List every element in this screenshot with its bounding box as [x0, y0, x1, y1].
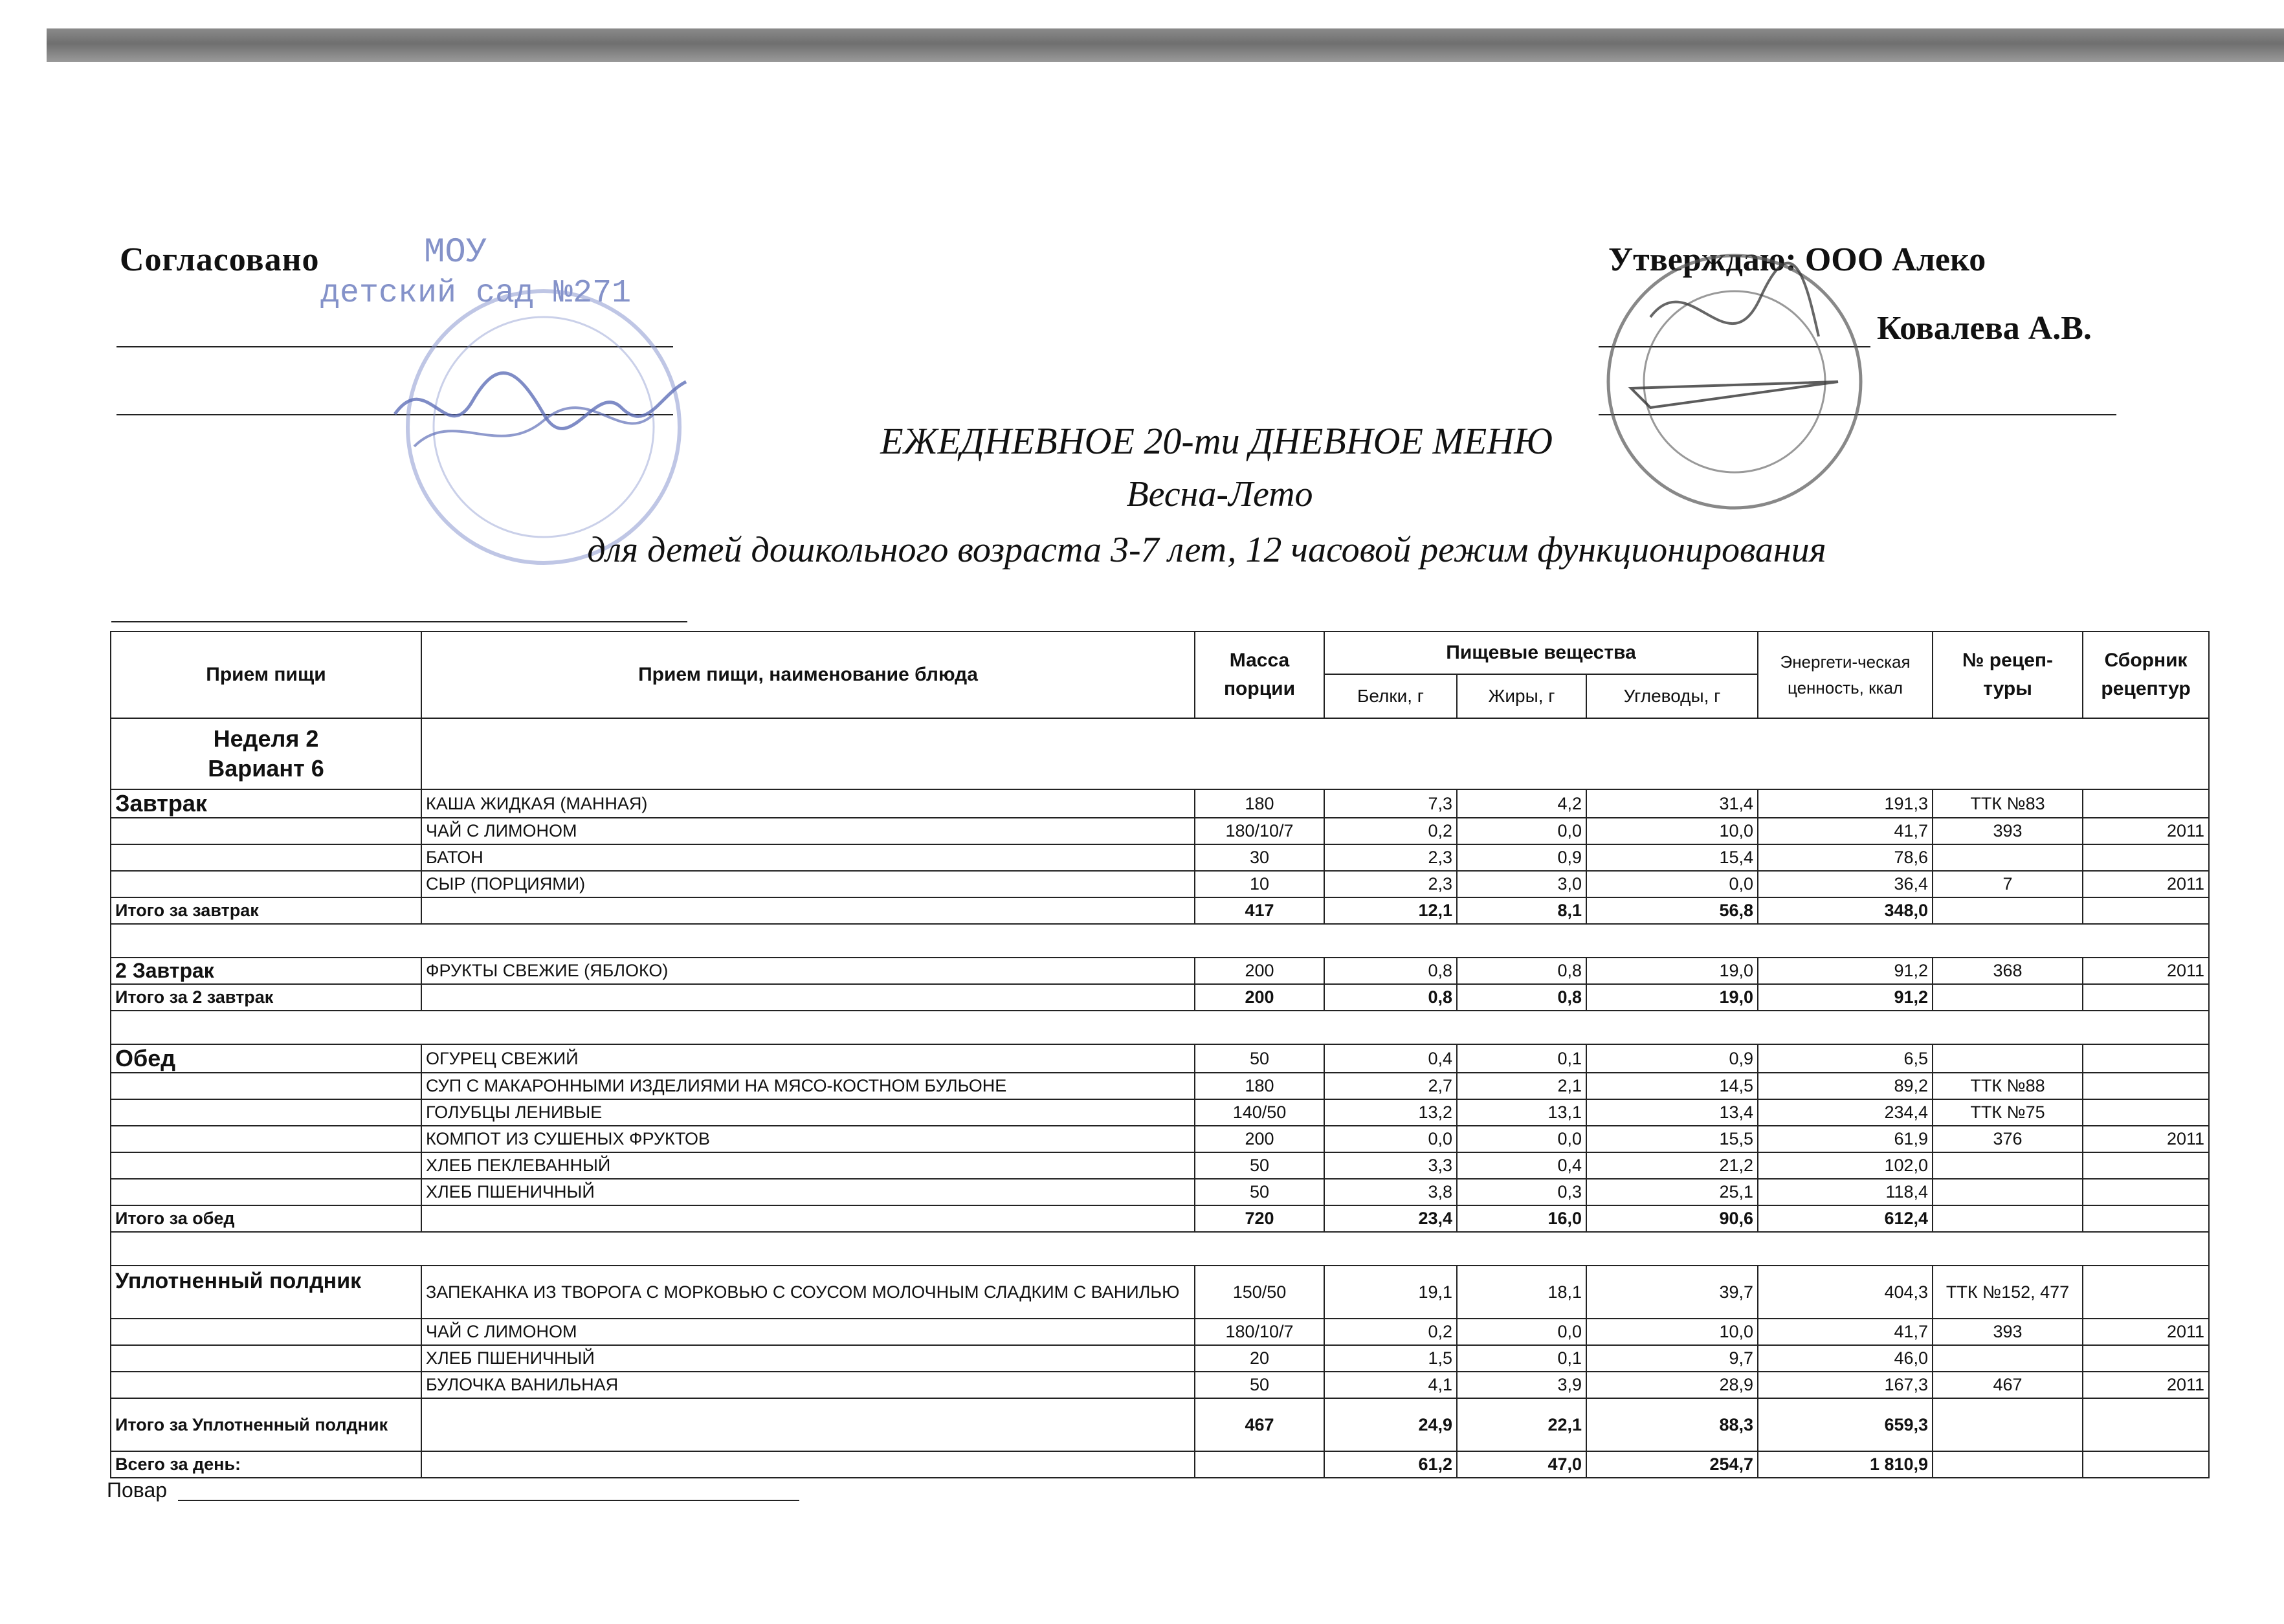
- header-collection: [2083, 631, 2209, 718]
- energy-cell: 102,0: [1758, 1152, 1933, 1179]
- total-energy: 659,3: [1758, 1398, 1933, 1451]
- mass-cell: 50: [1195, 1152, 1324, 1179]
- total-empty: [421, 1398, 1195, 1451]
- energy-cell: 6,5: [1758, 1044, 1933, 1073]
- collection-cell: [2083, 1179, 2209, 1205]
- recipe-cell: [1933, 1345, 2083, 1372]
- protein-cell: 0,2: [1324, 818, 1457, 844]
- menu-season: Весна-Лето: [1126, 474, 1313, 514]
- week-label: Неделя 2: [213, 725, 319, 752]
- header-energy-2: ценность, ккал: [1787, 678, 1903, 697]
- total-fat: 22,1: [1457, 1398, 1586, 1451]
- carbs-cell: 31,4: [1586, 789, 1758, 818]
- dish-cell: СЫР (ПОРЦИЯМИ): [421, 871, 1195, 897]
- table-row: [111, 871, 2209, 897]
- total-row-breakfast2: [111, 984, 2209, 1011]
- recipe-cell: 467: [1933, 1372, 2083, 1398]
- meal-label-snack: Уплотненный полдник: [111, 1266, 421, 1319]
- total-energy: 348,0: [1758, 897, 1933, 924]
- total-recipe: [1933, 984, 2083, 1011]
- collection-cell: [2083, 789, 2209, 818]
- header-recipe: [1933, 631, 2083, 718]
- mass-cell: 180/10/7: [1195, 818, 1324, 844]
- carbs-cell: 14,5: [1586, 1073, 1758, 1099]
- meal-label-lunch: Обед: [111, 1044, 421, 1073]
- fat-cell: 18,1: [1457, 1266, 1586, 1319]
- protein-cell: 13,2: [1324, 1099, 1457, 1126]
- total-collection: [2083, 1205, 2209, 1232]
- day-total-label: Всего за день:: [111, 1451, 421, 1478]
- energy-cell: 234,4: [1758, 1099, 1933, 1126]
- mass-cell: 180: [1195, 1073, 1324, 1099]
- table-row: [111, 1126, 2209, 1152]
- week-row: [111, 718, 2209, 789]
- meal-cell: [111, 1372, 421, 1398]
- menu-title: ЕЖЕДНЕВНОЕ 20-ти ДНЕВНОЕ МЕНЮ: [880, 420, 1553, 462]
- meal-cell: [111, 1345, 421, 1372]
- carbs-cell: 9,7: [1586, 1345, 1758, 1372]
- table-row: [111, 1319, 2209, 1345]
- table-row: [111, 1266, 2209, 1319]
- day-total-carbs: 254,7: [1586, 1451, 1758, 1478]
- dish-cell: БАТОН: [421, 844, 1195, 871]
- day-total-row: [111, 1451, 2209, 1478]
- table-row: [111, 1044, 2209, 1073]
- collection-cell: 2011: [2083, 871, 2209, 897]
- mass-cell: 10: [1195, 871, 1324, 897]
- total-carbs: 90,6: [1586, 1205, 1758, 1232]
- table-row: [111, 1152, 2209, 1179]
- carbs-cell: 0,9: [1586, 1044, 1758, 1073]
- carbs-cell: 10,0: [1586, 1319, 1758, 1345]
- meal-label-breakfast: Завтрак: [111, 789, 421, 818]
- agreed-label: Согласовано: [120, 241, 320, 278]
- header-mass: [1195, 631, 1324, 718]
- recipe-cell: ТТК №83: [1933, 789, 2083, 818]
- meal-label-breakfast2: 2 Завтрак: [111, 958, 421, 984]
- mass-cell: 50: [1195, 1044, 1324, 1073]
- left-stamp-line1: МОУ: [424, 233, 487, 272]
- protein-cell: 0,4: [1324, 1044, 1457, 1073]
- left-stamp-line2: детский сад №271: [320, 275, 632, 312]
- total-protein: 24,9: [1324, 1398, 1457, 1451]
- protein-cell: 2,3: [1324, 871, 1457, 897]
- protein-cell: 3,8: [1324, 1179, 1457, 1205]
- protein-cell: 4,1: [1324, 1372, 1457, 1398]
- carbs-cell: 0,0: [1586, 871, 1758, 897]
- protein-cell: 1,5: [1324, 1345, 1457, 1372]
- energy-cell: 167,3: [1758, 1372, 1933, 1398]
- spacer-cell: [111, 1232, 2209, 1266]
- energy-cell: 118,4: [1758, 1179, 1933, 1205]
- mass-cell: 30: [1195, 844, 1324, 871]
- fat-cell: 0,1: [1457, 1345, 1586, 1372]
- carbs-cell: 21,2: [1586, 1152, 1758, 1179]
- fat-cell: 13,1: [1457, 1099, 1586, 1126]
- total-mass: 467: [1195, 1398, 1324, 1451]
- header-fat: Жиры, г: [1457, 674, 1586, 718]
- mass-cell: 200: [1195, 1126, 1324, 1152]
- total-row-breakfast: [111, 897, 2209, 924]
- collection-cell: 2011: [2083, 958, 2209, 984]
- total-label: Итого за завтрак: [111, 897, 421, 924]
- total-fat: 8,1: [1457, 897, 1586, 924]
- total-recipe: [1933, 1205, 2083, 1232]
- dish-cell: ОГУРЕЦ СВЕЖИЙ: [421, 1044, 1195, 1073]
- carbs-cell: 13,4: [1586, 1099, 1758, 1126]
- variant-label: Вариант 6: [208, 755, 324, 782]
- dish-cell: БУЛОЧКА ВАНИЛЬНАЯ: [421, 1372, 1195, 1398]
- total-mass: 417: [1195, 897, 1324, 924]
- collection-cell: [2083, 1099, 2209, 1126]
- energy-cell: 41,7: [1758, 1319, 1933, 1345]
- cook-signature-line: [178, 1500, 799, 1501]
- total-empty: [421, 984, 1195, 1011]
- header-recipe-2: туры: [1983, 678, 2032, 699]
- day-total-recipe: [1933, 1451, 2083, 1478]
- collection-cell: [2083, 1073, 2209, 1099]
- dish-cell: КОМПОТ ИЗ СУШЕНЫХ ФРУКТОВ: [421, 1126, 1195, 1152]
- total-mass: 720: [1195, 1205, 1324, 1232]
- header-energy-1: Энергети-ческая: [1780, 652, 1911, 672]
- fat-cell: 3,9: [1457, 1372, 1586, 1398]
- total-fat: 16,0: [1457, 1205, 1586, 1232]
- energy-cell: 78,6: [1758, 844, 1933, 871]
- total-protein: 12,1: [1324, 897, 1457, 924]
- header-mass-2: порции: [1223, 678, 1296, 699]
- energy-cell: 404,3: [1758, 1266, 1933, 1319]
- table-row: [111, 1345, 2209, 1372]
- energy-cell: 61,9: [1758, 1126, 1933, 1152]
- mass-cell: 200: [1195, 958, 1324, 984]
- table-row: [111, 789, 2209, 818]
- header-collection-1: Сборник: [2104, 650, 2188, 671]
- header-energy: [1758, 631, 1933, 718]
- dish-cell: ЧАЙ С ЛИМОНОМ: [421, 818, 1195, 844]
- carbs-cell: 28,9: [1586, 1372, 1758, 1398]
- dish-cell: ЗАПЕКАНКА ИЗ ТВОРОГА С МОРКОВЬЮ С СОУСОМ МОЛОЧНЫМ СЛАДКИМ С ВАНИЛЬЮ: [421, 1266, 1195, 1319]
- recipe-cell: 393: [1933, 818, 2083, 844]
- cook-label: Повар: [107, 1478, 168, 1502]
- total-label: Итого за обед: [111, 1205, 421, 1232]
- header-mass-1: Масса: [1229, 650, 1290, 671]
- energy-cell: 46,0: [1758, 1345, 1933, 1372]
- total-row-snack: [111, 1398, 2209, 1451]
- cook-signature: [107, 1478, 167, 1502]
- spacer-cell: [111, 924, 2209, 958]
- menu-subtitle: для детей дошкольного возраста 3-7 лет, 12 часовой режим функционирования: [587, 530, 1826, 570]
- title-underline: [111, 621, 687, 622]
- fat-cell: 2,1: [1457, 1073, 1586, 1099]
- table-row: [111, 1179, 2209, 1205]
- dish-cell: ХЛЕБ ПШЕНИЧНЫЙ: [421, 1179, 1195, 1205]
- protein-cell: 0,8: [1324, 958, 1457, 984]
- mass-cell: 180/10/7: [1195, 1319, 1324, 1345]
- total-energy: 91,2: [1758, 984, 1933, 1011]
- total-energy: 612,4: [1758, 1205, 1933, 1232]
- total-carbs: 88,3: [1586, 1398, 1758, 1451]
- mass-cell: 150/50: [1195, 1266, 1324, 1319]
- spacer-row: [111, 1232, 2209, 1266]
- total-label: Итого за 2 завтрак: [111, 984, 421, 1011]
- total-protein: 23,4: [1324, 1205, 1457, 1232]
- recipe-cell: [1933, 1152, 2083, 1179]
- recipe-cell: 7: [1933, 871, 2083, 897]
- meal-cell: [111, 1152, 421, 1179]
- protein-cell: 2,3: [1324, 844, 1457, 871]
- header-collection-2: рецептур: [2101, 678, 2191, 699]
- table-row: [111, 1099, 2209, 1126]
- meal-cell: [111, 1319, 421, 1345]
- header-carbs: Углеводы, г: [1586, 674, 1758, 718]
- fat-cell: 0,9: [1457, 844, 1586, 871]
- fat-cell: 0,0: [1457, 1126, 1586, 1152]
- recipe-cell: ТТК №88: [1933, 1073, 2083, 1099]
- dish-cell: СУП С МАКАРОННЫМИ ИЗДЕЛИЯМИ НА МЯСО-КОСТНОМ БУЛЬОНЕ: [421, 1073, 1195, 1099]
- table-row: [111, 844, 2209, 871]
- mass-cell: 50: [1195, 1179, 1324, 1205]
- carbs-cell: 39,7: [1586, 1266, 1758, 1319]
- total-label: Итого за Уплотненный полдник: [111, 1398, 421, 1451]
- total-recipe: [1933, 1398, 2083, 1451]
- collection-cell: 2011: [2083, 1319, 2209, 1345]
- meal-cell: [111, 871, 421, 897]
- meal-cell: [111, 1179, 421, 1205]
- approve-label: Утверждаю: ООО Алеко: [1608, 241, 1986, 278]
- total-empty: [421, 897, 1195, 924]
- energy-cell: 36,4: [1758, 871, 1933, 897]
- carbs-cell: 19,0: [1586, 958, 1758, 984]
- collection-cell: 2011: [2083, 1126, 2209, 1152]
- meal-cell: [111, 1099, 421, 1126]
- recipe-cell: [1933, 844, 2083, 871]
- recipe-cell: 368: [1933, 958, 2083, 984]
- meal-cell: [111, 1073, 421, 1099]
- total-collection: [2083, 984, 2209, 1011]
- fat-cell: 0,4: [1457, 1152, 1586, 1179]
- protein-cell: 0,0: [1324, 1126, 1457, 1152]
- energy-cell: 41,7: [1758, 818, 1933, 844]
- recipe-cell: [1933, 1044, 2083, 1073]
- table-row: [111, 1073, 2209, 1099]
- spacer-row: [111, 1011, 2209, 1044]
- approver-name: Ковалева А.В.: [1877, 310, 2092, 347]
- carbs-cell: 15,4: [1586, 844, 1758, 871]
- recipe-cell: ТТК №75: [1933, 1099, 2083, 1126]
- day-total-protein: 61,2: [1324, 1451, 1457, 1478]
- menu-table: [110, 631, 2210, 1478]
- mass-cell: 20: [1195, 1345, 1324, 1372]
- header-nutrients: Пищевые вещества: [1324, 631, 1758, 674]
- protein-cell: 3,3: [1324, 1152, 1457, 1179]
- collection-cell: [2083, 1044, 2209, 1073]
- fat-cell: 3,0: [1457, 871, 1586, 897]
- recipe-cell: 376: [1933, 1126, 2083, 1152]
- energy-cell: 191,3: [1758, 789, 1933, 818]
- total-carbs: 19,0: [1586, 984, 1758, 1011]
- collection-cell: [2083, 1266, 2209, 1319]
- mass-cell: 180: [1195, 789, 1324, 818]
- day-total-mass: [1195, 1451, 1324, 1478]
- total-protein: 0,8: [1324, 984, 1457, 1011]
- dish-cell: ФРУКТЫ СВЕЖИЕ (ЯБЛОКО): [421, 958, 1195, 984]
- collection-cell: [2083, 1152, 2209, 1179]
- day-total-empty: [421, 1451, 1195, 1478]
- protein-cell: 2,7: [1324, 1073, 1457, 1099]
- week-variant-cell: [111, 718, 421, 789]
- header-recipe-1: № рецеп-: [1962, 650, 2054, 671]
- dish-cell: ХЛЕБ ПЕКЛЕВАННЫЙ: [421, 1152, 1195, 1179]
- carbs-cell: 15,5: [1586, 1126, 1758, 1152]
- collection-cell: 2011: [2083, 1372, 2209, 1398]
- protein-cell: 0,2: [1324, 1319, 1457, 1345]
- meal-cell: [111, 818, 421, 844]
- table-row: [111, 1372, 2209, 1398]
- mass-cell: 140/50: [1195, 1099, 1324, 1126]
- carbs-cell: 25,1: [1586, 1179, 1758, 1205]
- total-fat: 0,8: [1457, 984, 1586, 1011]
- total-empty: [421, 1205, 1195, 1232]
- header-dish: Прием пищи, наименование блюда: [421, 631, 1195, 718]
- fat-cell: 4,2: [1457, 789, 1586, 818]
- energy-cell: 89,2: [1758, 1073, 1933, 1099]
- fat-cell: 0,0: [1457, 818, 1586, 844]
- day-total-fat: 47,0: [1457, 1451, 1586, 1478]
- total-recipe: [1933, 897, 2083, 924]
- recipe-cell: 393: [1933, 1319, 2083, 1345]
- table-row: [111, 818, 2209, 844]
- collection-cell: 2011: [2083, 818, 2209, 844]
- day-total-collection: [2083, 1451, 2209, 1478]
- meal-cell: [111, 844, 421, 871]
- total-mass: 200: [1195, 984, 1324, 1011]
- carbs-cell: 10,0: [1586, 818, 1758, 844]
- recipe-cell: [1933, 1179, 2083, 1205]
- collection-cell: [2083, 1345, 2209, 1372]
- day-total-energy: 1 810,9: [1758, 1451, 1933, 1478]
- scan-top-bar: [47, 28, 2284, 62]
- mass-cell: 50: [1195, 1372, 1324, 1398]
- fat-cell: 0,8: [1457, 958, 1586, 984]
- header-row-1: [111, 631, 2209, 674]
- recipe-cell: ТТК №152, 477: [1933, 1266, 2083, 1319]
- total-row-lunch: [111, 1205, 2209, 1232]
- dish-cell: ХЛЕБ ПШЕНИЧНЫЙ: [421, 1345, 1195, 1372]
- collection-cell: [2083, 844, 2209, 871]
- dish-cell: ГОЛУБЦЫ ЛЕНИВЫЕ: [421, 1099, 1195, 1126]
- fat-cell: 0,1: [1457, 1044, 1586, 1073]
- spacer-row: [111, 924, 2209, 958]
- total-collection: [2083, 1398, 2209, 1451]
- dish-cell: ЧАЙ С ЛИМОНОМ: [421, 1319, 1195, 1345]
- week-empty-cell: [421, 718, 2209, 789]
- header-meal: Прием пищи: [111, 631, 421, 718]
- total-collection: [2083, 897, 2209, 924]
- protein-cell: 7,3: [1324, 789, 1457, 818]
- protein-cell: 19,1: [1324, 1266, 1457, 1319]
- spacer-cell: [111, 1011, 2209, 1044]
- total-carbs: 56,8: [1586, 897, 1758, 924]
- table-row: [111, 958, 2209, 984]
- fat-cell: 0,0: [1457, 1319, 1586, 1345]
- dish-cell: КАША ЖИДКАЯ (МАННАЯ): [421, 789, 1195, 818]
- meal-cell: [111, 1126, 421, 1152]
- energy-cell: 91,2: [1758, 958, 1933, 984]
- fat-cell: 0,3: [1457, 1179, 1586, 1205]
- header-protein: Белки, г: [1324, 674, 1457, 718]
